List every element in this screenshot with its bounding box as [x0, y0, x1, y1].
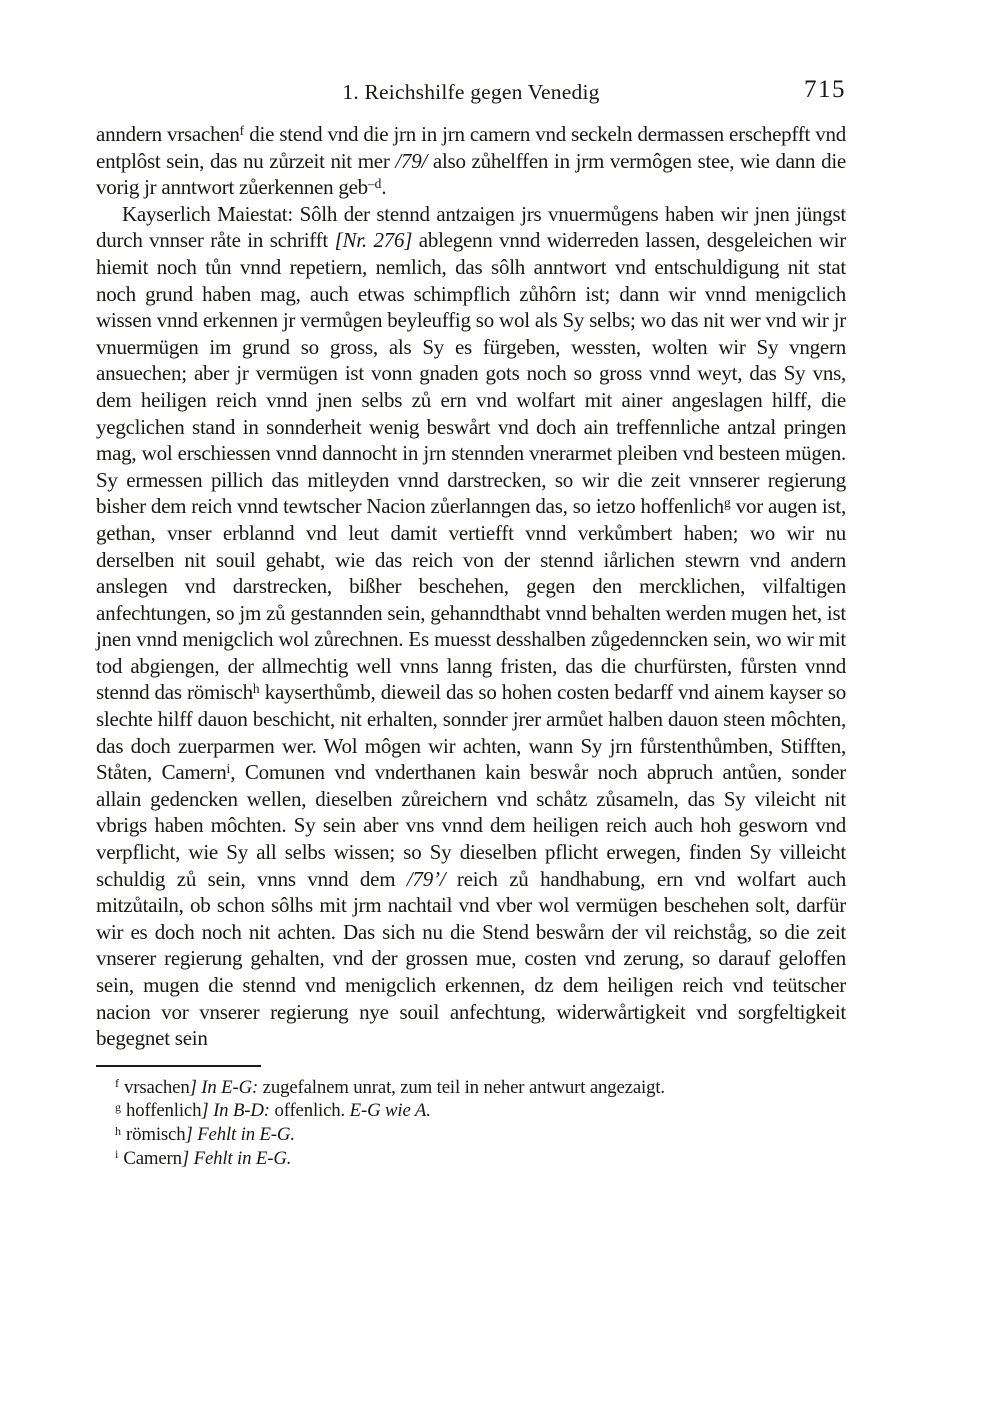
text-run: , Comunen vnd vnderthanen kain beswår noch abpruch antůen, sonder allain gedencken wellen, dieselben zůreichern vnd schåtz zůsameln, das Sy vileicht nit vbrigs haben môchten. Sy sein aber vns vnnd dem heiligen reich auch hoh gesworn vnd verpflicht, wie Sy all selbs wissen; so Sy dieselben pflicht erwegen, finden Sy villeicht schuldig zů sein, vnns vnnd dem — [96, 760, 846, 891]
italic-text-run: ] — [181, 1147, 194, 1169]
italic-text-run: ] In B-D: — [201, 1100, 270, 1122]
footnote-block — [96, 1065, 846, 1170]
text-run: zugefalnem unrat, zum teil in neher antwurt angezaigt. — [258, 1076, 665, 1098]
text-run: offenlich. — [269, 1100, 350, 1122]
footnote — [96, 1099, 846, 1123]
text-run: die stend vnd die jrn in jrn camern vnd seckeln dermassen erschepfft vnd entplôst sein, das nu zůrzeit nit mer — [96, 122, 847, 173]
italic-text-run: Fehlt in E-G. — [197, 1123, 295, 1145]
chapter-heading: 1. Reichshilfe gegen Venedig — [342, 80, 600, 104]
footnote — [96, 1123, 846, 1147]
italic-text-run: /79’/ — [406, 866, 446, 891]
footnote — [96, 1147, 846, 1171]
italic-text-run: [Nr. 276] — [334, 228, 413, 253]
footnote-marker: –d — [367, 176, 382, 192]
footnote-marker: h — [115, 1123, 122, 1138]
body-text — [96, 121, 846, 1052]
footnote-marker: i — [115, 1147, 119, 1162]
text-run: vor augen ist, gethan, vnser erblannd vnd leut damit vertiefft vnnd verkůmbert haben; wo wir nu derselben nit souil gehabt, wie das reich von der stennd iårlichen stewrn vnd andern anslegen vnd darstrecken, bißher beschehen, gegen den mercklichen, vilfaltigen anfechtungen, so jm zů gestannden sein, gehanndthabt vnnd behalten werden mugen het, ist jnen vnnd menigclich wol zůrechnen. Es muesst desshalben zůgedenncken sein, wo wir mit tod abgiengen, der allmechtig well vnns lanng fristen, das die churfürsten, fůrsten vnnd stennd das römisch — [96, 494, 846, 705]
footnote-marker: f — [239, 122, 245, 138]
text-run: Camern — [123, 1147, 182, 1169]
footnote-marker: g — [723, 495, 731, 511]
italic-text-run: E-G wie A. — [349, 1100, 431, 1122]
footnote-marker: h — [252, 681, 260, 697]
italic-text-run: Fehlt in E-G. — [193, 1147, 292, 1169]
body-paragraph — [96, 121, 846, 201]
italic-text-run: /79/ — [395, 148, 428, 173]
italic-text-run: ] — [185, 1123, 198, 1145]
text-run: römisch — [126, 1123, 186, 1145]
text-run: kayserthůmb, dieweil das so hohen costen bedarff vnd ainem kayser so slechte hilff dauon beschicht, nit erhalten, sonnder jrer armůet halben dauon steen môchten, das doch zuerparmen wer. Wol môgen wir achten, wann Sy jrn fůrstenthůmben, Stifften, Ståten, Camern — [96, 680, 847, 785]
text-run: hoffenlich — [126, 1100, 202, 1122]
text-run: anndern vrsachen — [96, 122, 240, 146]
footnote-separator-rule — [96, 1065, 261, 1067]
text-run: . — [381, 175, 387, 200]
book-page — [96, 76, 847, 1170]
text-run: ablegenn vnnd widerreden lassen, desgeleichen wir hiemit noch tůn vnnd repetiern, nemlich, das sôlh anntwort vnd entschuldigung nit stat noch grund haben mag, auch etwas schimpflich zůhôrn ist; dann wir vnnd menigclich wissen vnnd erkennen jr vermůgen beyleuffig so wol als Sy selbs; wo das nit wer vnd wir jr vnuermügen im grund so gross, als Sy es fürgeben, wessten, wolten wir Sy vngern ansuechen; aber jr vermügen ist vonn gnaden gots noch so gross vnnd weyt, das Sy vns, dem heiligen reich vnnd jnen selbs zů ern vnd wolfart mit ainer angeslagen hilff, die yegclichen stand in sonnderheit wenig beswårt vnd doch ain treffennliche antzal pringen mag, wol erschiessen vnnd dannocht in jrn stennden vnerarmet pleiben vnd besteen mügen. Sy ermessen pillich das mitleyden vnnd darstrecken, so wir die zeit vnnserer regierung bisher dem reich vnnd tewtscher Nacion zůerlanngen das, so ietzo hoffenlich — [96, 228, 846, 519]
footnote-list — [96, 1076, 846, 1170]
text-run: reich zů handhabung, ern vnd wolfart auch mitzůtailn, ob schon sôlhs mit jrm nachtail vnd vber wol vermügen beschehen solt, darfür wir es doch noch nit achten. Das sich nu die Stend beswårn der vil reichståg, so die zeit vnserer regierung gehalten, vnd der grossen mue, costen vnd zerung, so darauf geloffen sein, mugen die stennd vnd menigclich erkennen, dz dem heiligen reich vnd teütscher nacion vor vnserer regierung nye souil anfechtung, widerwårtigkeit vnd sorgfeltigkeit begegnet sein — [96, 866, 846, 1051]
text-run: also zůhelffen in jrm vermôgen stee, wie dann die vorig jr anntwort zůerkennen geb — [96, 148, 846, 200]
running-header — [96, 76, 846, 112]
footnote — [96, 1076, 846, 1100]
text-run: vrsachen — [124, 1076, 190, 1098]
footnote-marker: g — [115, 1099, 122, 1114]
page-number: 715 — [804, 76, 846, 103]
body-paragraph — [96, 201, 846, 1052]
footnote-marker: i — [226, 761, 231, 777]
footnote-marker: f — [115, 1076, 120, 1091]
text-run: Kayserlich Maiestat: Sôlh der stennd antzaigen jrs vnuermůgens haben wir jnen jüngst durch vnnser råte in schrifft — [96, 201, 846, 253]
italic-text-run: ] In E-G: — [189, 1076, 259, 1098]
